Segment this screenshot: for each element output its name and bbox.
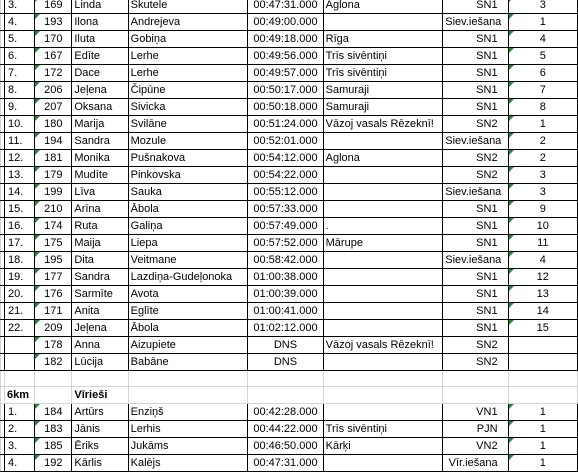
group-cell[interactable]: SN1 [443,269,508,286]
group-cell[interactable]: SN1 [443,48,508,65]
bib-number-cell[interactable]: 210 [35,201,72,218]
last-name-cell[interactable]: Galiņa [128,218,248,235]
first-name-cell[interactable]: Arīna [72,201,128,218]
error-indicator-icon [35,218,40,223]
error-indicator-icon [35,167,40,172]
position-cell[interactable]: 15. [5,201,35,218]
club-cell[interactable] [323,167,443,184]
error-indicator-icon [35,116,40,121]
position-cell[interactable]: 3. [5,438,35,455]
last-name-cell[interactable]: Gobiņa [128,31,248,48]
last-name-cell[interactable]: Skutele [128,0,248,14]
club-cell[interactable] [323,455,443,472]
error-indicator-icon [509,65,514,70]
time-cell[interactable]: 00:50:18.000 [248,99,323,116]
first-name-cell[interactable]: Jānis [72,421,128,438]
group-rank-cell[interactable]: 1 [508,421,577,438]
error-indicator-icon [35,184,40,189]
time-cell[interactable]: 00:49:00.000 [248,14,323,31]
first-name-cell[interactable]: Kārlis [72,455,128,472]
first-name-cell[interactable]: Jeļena [72,82,128,99]
first-name-cell[interactable]: Artūrs [72,404,128,421]
group-cell[interactable]: SN1 [443,286,508,303]
bib-number-cell[interactable]: 175 [35,235,72,252]
error-indicator-icon [509,455,514,460]
time-cell[interactable]: 01:02:12.000 [248,320,323,337]
table-row [1,48,578,65]
time-cell[interactable]: 01:00:38.000 [248,269,323,286]
position-cell[interactable] [5,354,35,371]
last-name-cell[interactable]: Ābola [128,201,248,218]
club-cell[interactable] [323,354,443,371]
time-cell[interactable]: 00:52:01.000 [248,133,323,150]
table-row [1,14,578,31]
bib-number-cell[interactable]: 193 [35,14,72,31]
group-rank-cell[interactable]: 2 [508,150,577,167]
table-row [1,0,578,14]
table-row [1,421,578,438]
error-indicator-icon [35,99,40,104]
table-row [1,184,578,201]
table-row [1,286,578,303]
group-cell[interactable]: SN1 [443,303,508,320]
last-name-cell[interactable]: Sauka [128,184,248,201]
bib-number-cell[interactable]: 206 [35,82,72,99]
last-name-cell[interactable]: Lazdiņa-Gudeļonoka [128,269,248,286]
error-indicator-icon [509,252,514,257]
group-cell[interactable]: Siev.iešana [443,184,508,201]
section-label[interactable]: Vīrieši [72,387,128,404]
club-cell[interactable] [323,286,443,303]
error-indicator-icon [35,269,40,274]
error-indicator-icon [509,404,514,409]
group-rank-cell[interactable]: 11 [508,235,577,252]
position-cell[interactable]: 4. [5,455,35,472]
bib-number-cell[interactable]: 195 [35,252,72,269]
bib-number-cell[interactable]: 176 [35,286,72,303]
time-cell[interactable]: 00:57:33.000 [248,201,323,218]
group-rank-cell[interactable]: 12 [508,269,577,286]
error-indicator-icon [35,286,40,291]
first-name-cell[interactable]: Monika [72,150,128,167]
error-indicator-icon [509,167,514,172]
club-cell[interactable]: Vāzoj vasals Rēzeknī! [323,116,443,133]
position-cell[interactable]: 21. [5,303,35,320]
position-cell[interactable]: 2. [5,421,35,438]
error-indicator-icon [35,201,40,206]
first-name-cell[interactable]: Ruta [72,218,128,235]
error-indicator-icon [509,184,514,189]
first-name-cell[interactable]: Oksana [72,99,128,116]
position-cell[interactable]: 18. [5,252,35,269]
position-cell[interactable]: 6. [5,48,35,65]
group-cell[interactable]: SN1 [443,82,508,99]
group-rank-cell[interactable] [508,354,577,371]
last-name-cell[interactable]: Avota [128,286,248,303]
men-results [1,404,578,472]
error-indicator-icon [35,48,40,53]
position-cell[interactable]: 11. [5,133,35,150]
group-rank-cell[interactable] [508,337,577,354]
bib-number-cell[interactable]: 209 [35,320,72,337]
first-name-cell[interactable]: Dita [72,252,128,269]
error-indicator-icon [509,48,514,53]
table-row [1,218,578,235]
group-cell[interactable]: Siev.iešana [443,252,508,269]
time-cell[interactable]: 00:54:22.000 [248,167,323,184]
club-cell[interactable] [323,404,443,421]
club-cell[interactable]: Trīs sivēntiņi [323,48,443,65]
table-row [1,235,578,252]
group-cell[interactable]: SN2 [443,354,508,371]
table-row [1,116,578,133]
first-name-cell[interactable]: Sarmīte [72,286,128,303]
last-name-cell[interactable]: Pušnakova [128,150,248,167]
club-cell[interactable] [323,14,443,31]
time-cell[interactable]: DNS [248,337,323,354]
first-name-cell[interactable]: Edīte [72,48,128,65]
group-cell[interactable]: SN1 [443,31,508,48]
error-indicator-icon [35,133,40,138]
first-name-cell[interactable]: Iluta [72,31,128,48]
bib-number-cell[interactable]: 169 [35,0,72,14]
group-rank-cell[interactable]: 10 [508,218,577,235]
club-cell[interactable] [323,269,443,286]
time-cell[interactable]: 00:55:12.000 [248,184,323,201]
position-cell[interactable]: 12. [5,150,35,167]
error-indicator-icon [509,0,514,2]
first-name-cell[interactable]: Sandra [72,133,128,150]
bib-number-cell[interactable]: 171 [35,303,72,320]
error-indicator-icon [509,235,514,240]
club-cell[interactable]: Trīs sivēntiņi [323,421,443,438]
error-indicator-icon [35,354,40,359]
table-row [1,133,578,150]
error-indicator-icon [35,0,40,2]
table-row [1,167,578,184]
last-name-cell[interactable]: Eglīte [128,303,248,320]
error-indicator-icon [35,252,40,257]
table-row [1,82,578,99]
club-cell[interactable]: Rīga [323,31,443,48]
time-cell[interactable]: 00:57:52.000 [248,235,323,252]
first-name-cell[interactable]: Mudīte [72,167,128,184]
group-rank-cell[interactable]: 15 [508,320,577,337]
group-cell[interactable]: SN1 [443,0,508,14]
group-rank-cell[interactable]: 13 [508,286,577,303]
position-cell[interactable]: 7. [5,65,35,82]
last-name-cell[interactable]: Jukāms [128,438,248,455]
bib-number-cell[interactable]: 172 [35,65,72,82]
bib-number-cell[interactable]: 181 [35,150,72,167]
error-indicator-icon [35,31,40,36]
group-cell[interactable]: SN2 [443,337,508,354]
bib-number-cell[interactable]: 184 [35,404,72,421]
table-row [1,404,578,421]
bib-number-cell[interactable]: 167 [35,48,72,65]
bib-number-cell[interactable]: 174 [35,218,72,235]
error-indicator-icon [35,303,40,308]
bib-number-cell[interactable]: 177 [35,269,72,286]
bib-number-cell[interactable]: 185 [35,438,72,455]
group-rank-cell[interactable]: 3 [508,0,577,14]
position-cell[interactable]: 14. [5,184,35,201]
last-name-cell[interactable]: Lerhis [128,421,248,438]
table-row [1,65,578,82]
time-cell[interactable]: 00:49:57.000 [248,65,323,82]
error-indicator-icon [35,82,40,87]
group-cell[interactable]: SN2 [443,116,508,133]
group-rank-cell[interactable]: 7 [508,82,577,99]
bib-number-cell[interactable]: 199 [35,184,72,201]
group-rank-cell[interactable]: 4 [508,31,577,48]
table-row [1,201,578,218]
last-name-cell[interactable]: Čipūne [128,82,248,99]
group-rank-cell[interactable]: 1 [508,455,577,472]
club-cell[interactable]: Kārķi [323,438,443,455]
first-name-cell[interactable]: Linda [72,0,128,14]
first-name-cell[interactable]: Anita [72,303,128,320]
group-cell[interactable]: Siev.iešana [443,14,508,31]
group-cell[interactable]: SN2 [443,150,508,167]
club-cell[interactable]: Mārupe [323,235,443,252]
last-name-cell[interactable]: Veitmane [128,252,248,269]
club-cell[interactable] [323,252,443,269]
error-indicator-icon [509,99,514,104]
last-name-cell[interactable]: Lerhe [128,48,248,65]
first-name-cell[interactable]: Marija [72,116,128,133]
table-row [1,99,578,116]
table-row [1,354,578,371]
bib-number-cell[interactable]: 194 [35,133,72,150]
last-name-cell[interactable]: Lerhe [128,65,248,82]
group-rank-cell[interactable]: 8 [508,99,577,116]
position-cell[interactable]: 5. [5,31,35,48]
last-name-cell[interactable]: Andrejeva [128,14,248,31]
position-cell[interactable]: 1. [5,404,35,421]
bib-number-cell[interactable]: 170 [35,31,72,48]
group-rank-cell[interactable]: 1 [508,14,577,31]
time-cell[interactable]: 00:50:17.000 [248,82,323,99]
group-cell[interactable]: SN1 [443,201,508,218]
last-name-cell[interactable]: Aizupiete [128,337,248,354]
first-name-cell[interactable]: Ilona [72,14,128,31]
time-cell[interactable]: 00:46:50.000 [248,438,323,455]
table-row [1,337,578,354]
last-name-cell[interactable]: Pinkovska [128,167,248,184]
time-cell[interactable]: 01:00:41.000 [248,303,323,320]
table-row [1,269,578,286]
group-cell[interactable]: SN1 [443,320,508,337]
error-indicator-icon [509,320,514,325]
group-cell[interactable]: Siev.iešana [443,133,508,150]
bib-number-cell[interactable]: 183 [35,421,72,438]
position-cell[interactable]: 22. [5,320,35,337]
time-cell[interactable]: 00:47:31.000 [248,455,323,472]
position-cell[interactable]: 16. [5,218,35,235]
error-indicator-icon [35,320,40,325]
error-indicator-icon [35,150,40,155]
first-name-cell[interactable]: Dace [72,65,128,82]
first-name-cell[interactable]: Ēriks [72,438,128,455]
position-cell[interactable]: 9. [5,99,35,116]
women-results [1,0,578,371]
group-rank-cell[interactable]: 1 [508,116,577,133]
blank-row [1,371,578,387]
error-indicator-icon [35,337,40,342]
error-indicator-icon [509,218,514,223]
time-cell[interactable]: 00:51:24.000 [248,116,323,133]
last-name-cell[interactable]: Sivicka [128,99,248,116]
club-cell[interactable]: Samuraji [323,99,443,116]
error-indicator-icon [35,421,40,426]
group-rank-cell[interactable]: 2 [508,133,577,150]
last-name-cell[interactable]: Kalējs [128,455,248,472]
club-cell[interactable] [323,133,443,150]
group-rank-cell[interactable]: 3 [508,184,577,201]
group-cell[interactable]: SN1 [443,235,508,252]
bib-number-cell[interactable]: 207 [35,99,72,116]
time-cell[interactable]: 00:47:31.000 [248,0,323,14]
error-indicator-icon [509,269,514,274]
first-name-cell[interactable]: Sandra [72,269,128,286]
section-distance[interactable]: 6km [5,387,35,404]
error-indicator-icon [35,455,40,460]
last-name-cell[interactable]: Ābola [128,320,248,337]
bib-number-cell[interactable]: 180 [35,116,72,133]
first-name-cell[interactable]: Anna [72,337,128,354]
table-row [1,438,578,455]
club-cell[interactable]: Aglona [323,150,443,167]
group-cell[interactable]: SN2 [443,167,508,184]
position-cell[interactable]: 19. [5,269,35,286]
table-row [1,303,578,320]
group-cell[interactable]: VN1 [443,404,508,421]
error-indicator-icon [509,150,514,155]
club-cell[interactable]: Trīs sivēntiņi [323,65,443,82]
error-indicator-icon [509,286,514,291]
bib-number-cell[interactable]: 192 [35,455,72,472]
error-indicator-icon [35,404,40,409]
table-row [1,150,578,167]
first-name-cell[interactable]: Jeļena [72,320,128,337]
group-rank-cell[interactable]: 6 [508,65,577,82]
table-row [1,455,578,472]
time-cell[interactable]: 00:42:28.000 [248,404,323,421]
last-name-cell[interactable]: Liepa [128,235,248,252]
first-name-cell[interactable]: Maija [72,235,128,252]
group-rank-cell[interactable]: 3 [508,167,577,184]
club-cell[interactable] [323,201,443,218]
group-cell[interactable]: SN1 [443,99,508,116]
club-cell[interactable] [323,320,443,337]
club-cell[interactable] [323,303,443,320]
position-cell[interactable]: 17. [5,235,35,252]
bib-number-cell[interactable]: 179 [35,167,72,184]
error-indicator-icon [509,201,514,206]
position-cell[interactable] [5,337,35,354]
error-indicator-icon [35,235,40,240]
error-indicator-icon [35,14,40,19]
time-cell[interactable]: 00:54:12.000 [248,150,323,167]
error-indicator-icon [509,421,514,426]
error-indicator-icon [509,133,514,138]
group-cell[interactable]: VN2 [443,438,508,455]
club-cell[interactable]: Samuraji [323,82,443,99]
group-rank-cell[interactable]: 1 [508,438,577,455]
club-cell[interactable] [323,184,443,201]
error-indicator-icon [509,82,514,87]
position-cell[interactable]: 8. [5,82,35,99]
error-indicator-icon [509,31,514,36]
group-rank-cell[interactable]: 14 [508,303,577,320]
time-cell[interactable]: 00:49:18.000 [248,31,323,48]
club-cell[interactable]: Aglona [323,0,443,14]
last-name-cell[interactable]: Svilāne [128,116,248,133]
error-indicator-icon [509,116,514,121]
time-cell[interactable]: 00:49:56.000 [248,48,323,65]
group-cell[interactable]: Vīr.iešana [443,455,508,472]
group-rank-cell[interactable]: 5 [508,48,577,65]
section-divider [1,371,578,404]
group-cell[interactable]: SN1 [443,218,508,235]
first-name-cell[interactable]: Līva [72,184,128,201]
last-name-cell[interactable]: Enziņš [128,404,248,421]
time-cell[interactable]: DNS [248,354,323,371]
time-cell[interactable]: 01:00:39.000 [248,286,323,303]
position-cell[interactable]: 3. [5,0,35,14]
group-cell[interactable]: PJN [443,421,508,438]
group-rank-cell[interactable]: 1 [508,404,577,421]
last-name-cell[interactable]: Mozule [128,133,248,150]
section-header [1,387,578,404]
table-row [1,31,578,48]
error-indicator-icon [509,303,514,308]
position-cell[interactable]: 4. [5,14,35,31]
bib-number-cell[interactable]: 178 [35,337,72,354]
group-rank-cell[interactable]: 4 [508,252,577,269]
first-name-cell[interactable]: Lūcija [72,354,128,371]
position-cell[interactable]: 13. [5,167,35,184]
time-cell[interactable]: 00:44:22.000 [248,421,323,438]
group-rank-cell[interactable]: 9 [508,201,577,218]
error-indicator-icon [509,14,514,19]
group-cell[interactable]: SN1 [443,65,508,82]
bib-number-cell[interactable]: 182 [35,354,72,371]
time-cell[interactable]: 00:57:49.000 [248,218,323,235]
time-cell[interactable]: 00:58:42.000 [248,252,323,269]
table-row [1,320,578,337]
club-cell[interactable]: . [323,218,443,235]
error-indicator-icon [35,65,40,70]
last-name-cell[interactable]: Babāne [128,354,248,371]
position-cell[interactable]: 20. [5,286,35,303]
table-row [1,252,578,269]
club-cell[interactable]: Vāzoj vasals Rēzeknī! [323,337,443,354]
position-cell[interactable]: 10. [5,116,35,133]
